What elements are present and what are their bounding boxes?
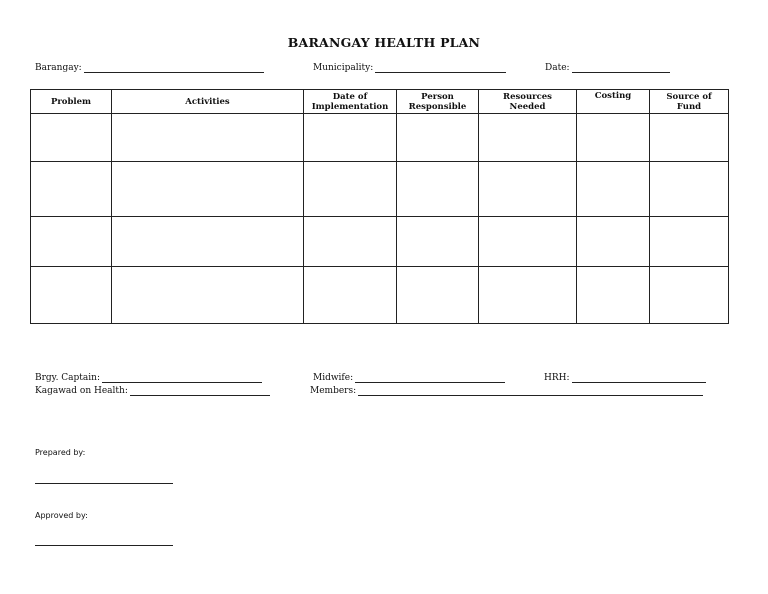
brgy-captain-label: Brgy. Captain: [35, 373, 100, 383]
table-cell[interactable] [650, 162, 729, 217]
page-title: BARANGAY HEALTH PLAN [287, 35, 481, 50]
table-cell[interactable] [304, 162, 397, 217]
table-cell[interactable] [479, 267, 577, 324]
table-cell[interactable] [479, 162, 577, 217]
kagawad-field[interactable] [35, 386, 270, 396]
table-cell[interactable] [577, 162, 650, 217]
table-cell[interactable] [304, 114, 397, 162]
table-cell[interactable] [397, 267, 479, 324]
table-cell[interactable] [650, 217, 729, 267]
hrh-input-line[interactable] [572, 373, 706, 383]
table-cell[interactable] [577, 267, 650, 324]
col-header-resources-needed [479, 90, 577, 114]
prepared-by-signature-line[interactable] [35, 483, 173, 484]
municipality-field[interactable] [313, 63, 506, 73]
health-plan-table [30, 89, 729, 324]
col-header-problem: Problem [31, 90, 112, 114]
table-row [31, 162, 729, 217]
midwife-field[interactable] [313, 373, 505, 383]
hrh-label: HRH: [544, 373, 570, 383]
table-cell[interactable] [31, 114, 112, 162]
col-header-activities: Activities [112, 90, 304, 114]
col-header-resources-text: Resources Needed [503, 91, 552, 112]
table-row [31, 114, 729, 162]
prepared-by-label: Prepared by: [35, 448, 86, 457]
table-cell[interactable] [112, 217, 304, 267]
table-cell[interactable] [479, 217, 577, 267]
hrh-field[interactable] [544, 373, 706, 383]
municipality-label: Municipality: [313, 63, 374, 73]
members-input-line[interactable] [358, 386, 703, 396]
date-field[interactable] [545, 63, 670, 73]
table-header-row [31, 90, 729, 114]
midwife-label: Midwife: [313, 373, 354, 383]
table-cell[interactable] [577, 217, 650, 267]
midwife-input-line[interactable] [355, 373, 505, 383]
table-cell[interactable] [31, 162, 112, 217]
brgy-captain-input-line[interactable] [102, 373, 262, 383]
members-label: Members: [310, 386, 357, 396]
table-cell[interactable] [31, 267, 112, 324]
date-label: Date: [545, 63, 570, 73]
table-cell[interactable] [397, 217, 479, 267]
table-cell[interactable] [650, 267, 729, 324]
table-cell[interactable] [304, 267, 397, 324]
barangay-label: Barangay: [35, 63, 82, 73]
col-header-source-of-fund [650, 90, 729, 114]
table-cell[interactable] [479, 114, 577, 162]
approved-by-label: Approved by: [35, 511, 88, 520]
table-cell[interactable] [650, 114, 729, 162]
kagawad-label: Kagawad on Health: [35, 386, 128, 396]
approved-by-signature-line[interactable] [35, 545, 173, 546]
col-header-date-of-implementation [304, 90, 397, 114]
table-row [31, 217, 729, 267]
col-header-costing: Costing [577, 90, 650, 114]
col-header-source-text: Source of Fund [666, 91, 712, 112]
col-header-person-text: Person Responsible [408, 91, 467, 112]
table-cell[interactable] [112, 162, 304, 217]
barangay-input-line[interactable] [84, 63, 264, 73]
table-cell[interactable] [397, 114, 479, 162]
table-row [31, 267, 729, 324]
table-cell[interactable] [577, 114, 650, 162]
table-cell[interactable] [31, 217, 112, 267]
col-header-date-text: Date of Implementation [311, 91, 389, 112]
barangay-field[interactable] [35, 63, 264, 73]
brgy-captain-field[interactable] [35, 373, 262, 383]
table-cell[interactable] [112, 267, 304, 324]
table-cell[interactable] [112, 114, 304, 162]
kagawad-input-line[interactable] [130, 386, 270, 396]
col-header-person-responsible [397, 90, 479, 114]
table-cell[interactable] [397, 162, 479, 217]
date-input-line[interactable] [572, 63, 670, 73]
municipality-input-line[interactable] [375, 63, 506, 73]
members-field[interactable] [310, 386, 703, 396]
table-cell[interactable] [304, 217, 397, 267]
